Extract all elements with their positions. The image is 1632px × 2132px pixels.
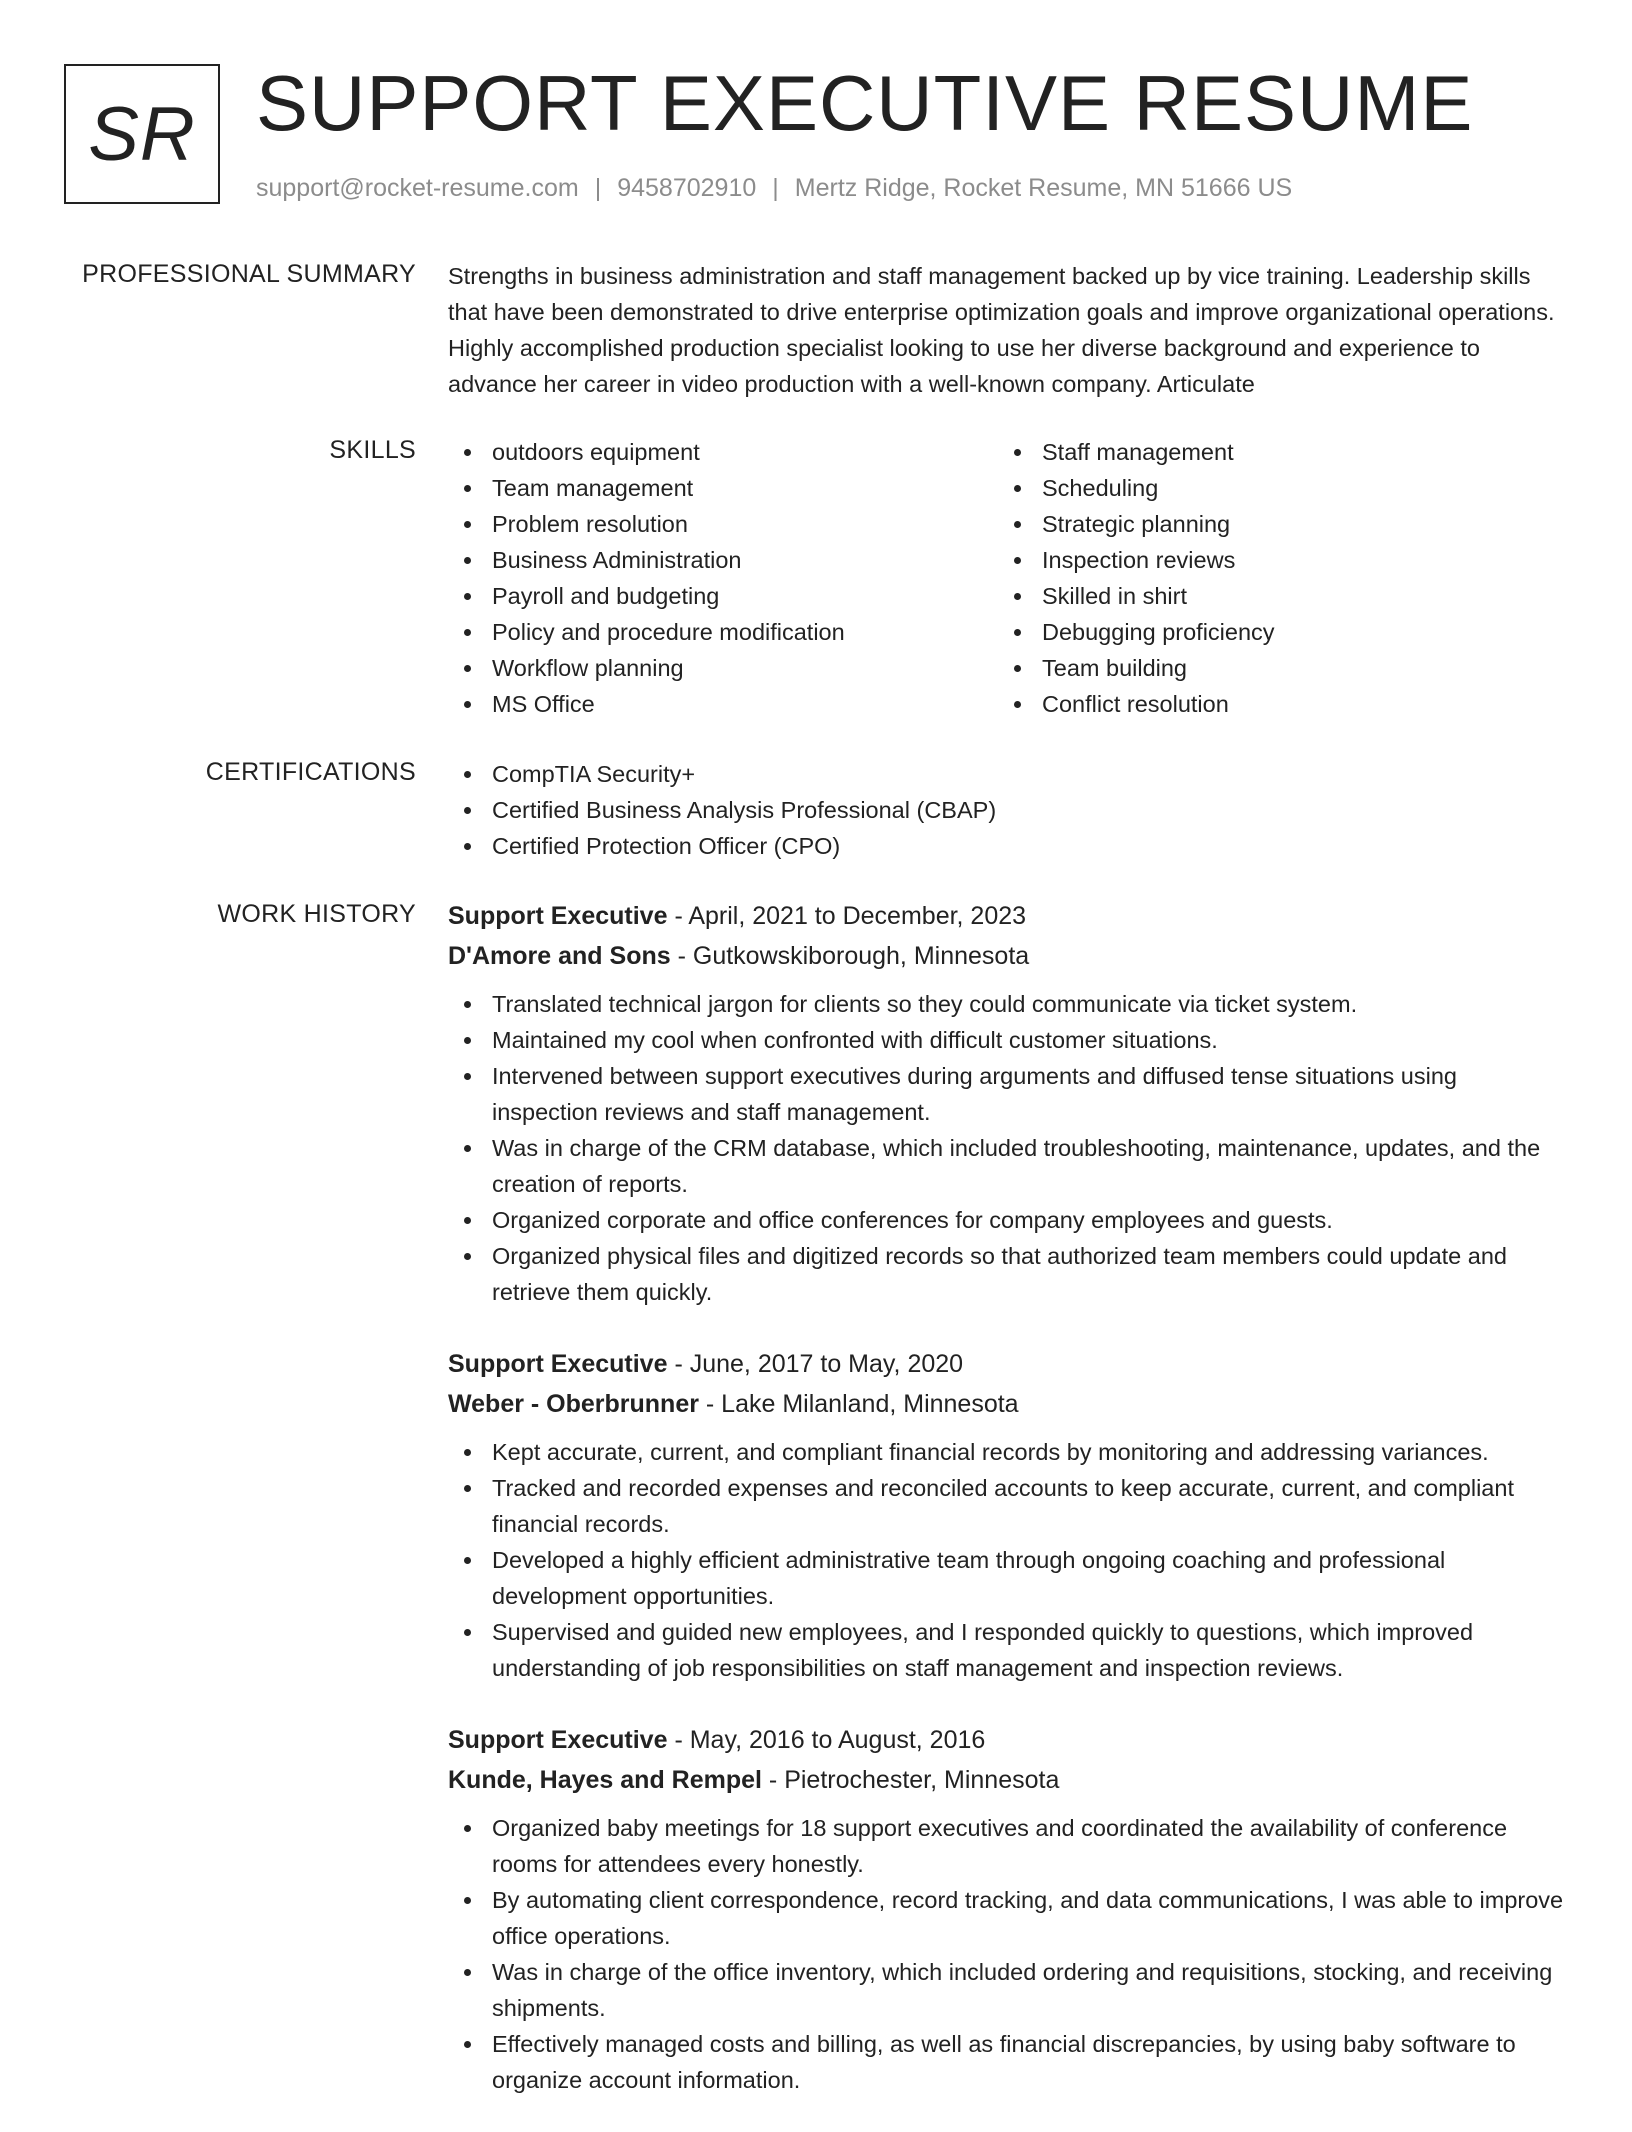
skill-item: Team building [998,650,1548,686]
section-label-work-history: WORK HISTORY [217,900,416,928]
summary-body [448,258,1564,402]
job-title: Support Executive [448,1350,668,1378]
job-duty-item: Supervised and guided new employees, and I responded quickly to questions, which improved understanding of job responsibilities on staff management and inspection reviews. [448,1614,1564,1686]
skills-grid [448,434,1564,722]
job-duty-item: Tracked and recorded expenses and reconciled accounts to keep accurate, current, and compliant financial records. [448,1470,1564,1542]
work-history-body [448,896,1564,2132]
job-location: - Lake Milanland, Minnesota [698,1390,1019,1418]
certification-item: Certified Protection Officer (CPO) [448,828,1564,864]
skill-item: Staff management [998,434,1548,470]
skill-item: Workflow planning [448,650,998,686]
job-duty-item: Translated technical jargon for clients so they could communicate via ticket system. [448,986,1564,1022]
skills-column-left [448,434,998,722]
skill-item: Scheduling [998,470,1548,506]
summary-text: Strengths in business administration and staff management backed up by vice training. Leadership skills that have been demonstrated to drive enterprise optimization goals and improve organizational operations. Highly accomplished production specialist looking to use her diverse background and experience to advance her career in video production with a well-known company. Articulate [448,263,1555,397]
job-duty-item: Effectively managed costs and billing, as well as financial discrepancies, by using baby software to organize account information. [448,2026,1564,2098]
skill-item: Strategic planning [998,506,1548,542]
job-company-line [448,1384,1564,1424]
job-entry [448,896,1564,1310]
job-title-line [448,1344,1564,1384]
contact-address: Mertz Ridge, Rocket Resume, MN 51666 US [794,174,1293,202]
contact-phone: 9458702910 [617,174,757,202]
skill-item: Problem resolution [448,506,998,542]
job-duty-item: Maintained my cool when confronted with difficult customer situations. [448,1022,1564,1058]
skill-item: outdoors equipment [448,434,998,470]
job-company-line [448,1760,1564,1800]
certifications-body [448,756,1564,864]
skill-item: Payroll and budgeting [448,578,998,614]
job-duty-item: Organized corporate and office conferences for company employees and guests. [448,1202,1564,1238]
summary-section [64,258,1564,408]
job-duty-item: Organized physical files and digitized records so that authorized team members could update and retrieve them quickly. [448,1238,1564,1310]
job-duty-item: Was in charge of the office inventory, which included ordering and requisitions, stocking, and receiving shipments. [448,1954,1564,2026]
job-title-line [448,896,1564,936]
skill-item: Skilled in shirt [998,578,1548,614]
job-title-line [448,1720,1564,1760]
contact-separator: | [594,174,602,202]
job-entry [448,1344,1564,1686]
section-label-skills: SKILLS [329,436,416,464]
section-label-certifications: CERTIFICATIONS [205,758,416,786]
job-location: - Pietrochester, Minnesota [761,1766,1060,1794]
work-history-section [64,896,1564,2096]
job-duty-item: Developed a highly efficient administrative team through ongoing coaching and professional development opportunities. [448,1542,1564,1614]
skills-column-right [998,434,1548,722]
resume-header [64,59,1564,212]
certifications-list [448,756,1564,864]
job-entry [448,1720,1564,2098]
job-title: Support Executive [448,902,668,930]
job-dates: - May, 2016 to August, 2016 [667,1726,986,1754]
job-duty-item: Organized baby meetings for 18 support executives and coordinated the availability of conference rooms for attendees every honestly. [448,1810,1564,1882]
monogram-logo: SR [64,64,220,204]
job-company: Weber - Oberbrunner [448,1390,699,1418]
job-dates: - April, 2021 to December, 2023 [667,902,1027,930]
skill-item: Policy and procedure modification [448,614,998,650]
skill-item: Inspection reviews [998,542,1548,578]
contact-email: support@rocket-resume.com [256,174,579,202]
resume-title: SUPPORT EXECUTIVE RESUME [256,59,1474,147]
certification-item: CompTIA Security+ [448,756,1564,792]
certification-item: Certified Business Analysis Professional (CBAP) [448,792,1564,828]
job-duty-item: By automating client correspondence, record tracking, and data communications, I was able to improve office operations. [448,1882,1564,1954]
job-duties-list [448,986,1564,1310]
job-duty-item: Kept accurate, current, and compliant financial records by monitoring and addressing variances. [448,1434,1564,1470]
skills-list-right [998,434,1548,722]
skill-item: Business Administration [448,542,998,578]
job-duty-item: Was in charge of the CRM database, which included troubleshooting, maintenance, updates, and the creation of reports. [448,1130,1564,1202]
skill-item: Debugging proficiency [998,614,1548,650]
skills-list-left [448,434,998,722]
job-duties-list [448,1434,1564,1686]
job-dates: - June, 2017 to May, 2020 [667,1350,964,1378]
skill-item: Conflict resolution [998,686,1548,722]
job-company-line [448,936,1564,976]
skill-item: MS Office [448,686,998,722]
job-duties-list [448,1810,1564,2098]
job-company: Kunde, Hayes and Rempel [448,1766,762,1794]
contact-line [256,174,1292,203]
job-title: Support Executive [448,1726,668,1754]
skills-body [448,434,1564,722]
skill-item: Team management [448,470,998,506]
job-duty-item: Intervened between support executives during arguments and diffused tense situations using inspection reviews and staff management. [448,1058,1564,1130]
contact-separator: | [772,174,779,202]
certifications-section [64,756,1564,876]
job-company: D'Amore and Sons [448,942,671,970]
job-location: - Gutkowskiborough, Minnesota [670,942,1030,970]
section-label-summary: PROFESSIONAL SUMMARY [82,260,416,288]
skills-section [64,434,1564,730]
